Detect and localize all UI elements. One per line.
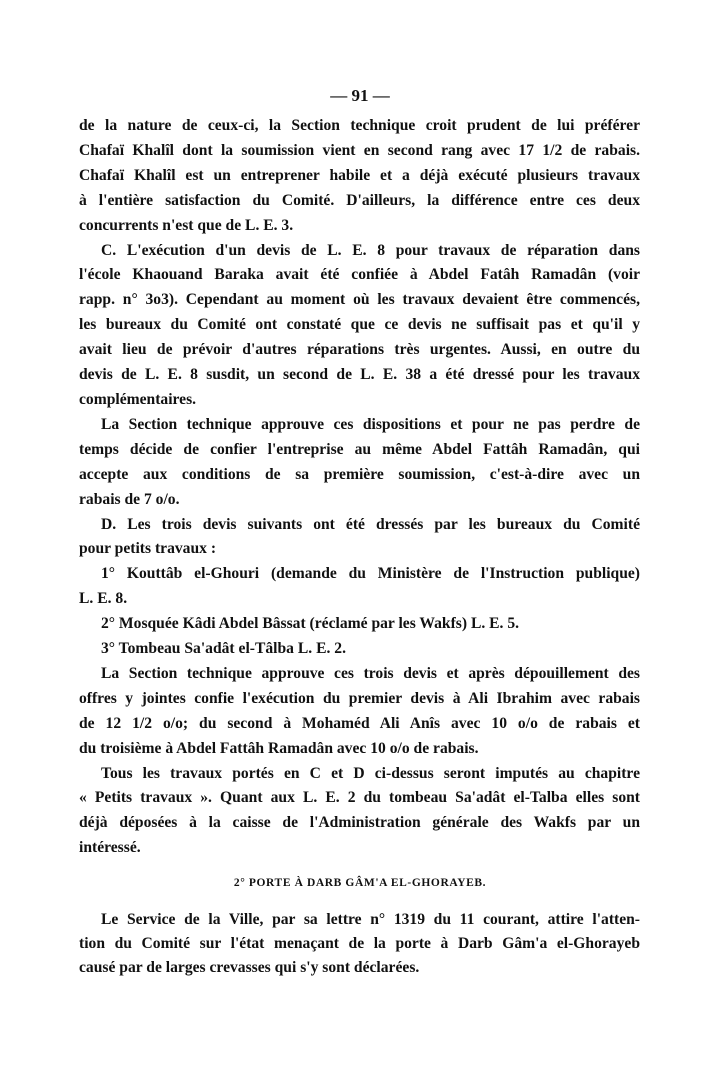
text-line: de 12 1/2 o/o; du second à Mohaméd Ali Anîs avec 10 o/o de rabais et [79,714,640,732]
text-line: rabais de 7 o/o. [79,490,180,508]
text-line: à l'entière satisfaction du Comité. D'ailleurs, la différence entre ces deux [79,191,640,209]
section-text [79,908,640,980]
text-line: devis de L. E. 8 susdit, un second de L. E. 38 a été dressé pour les travaux [79,366,640,384]
text-line: L. E. 8. [79,590,128,608]
text-line: temps décide de confier l'entreprise au même Abdel Fattâh Ramadân, qui [79,440,640,458]
text-line: intéressé. [79,839,141,857]
text-line: C. L'exécution d'un devis de L. E. 8 pour travaux de réparation dans [101,241,640,259]
text-line: Tous les travaux portés en C et D ci-dessus seront imputés au chapitre [101,764,640,782]
text-line: Le Service de la Ville, par sa lettre n° 1319 du 11 courant, attire l'atten- [101,911,640,928]
text-line: concurrents n'est que de L. E. 3. [79,216,294,234]
text-line: offres y jointes confie l'exécution du premier devis à Ali Ibrahim avec rabais [79,689,640,707]
text-line: « Petits travaux ». Quant aux L. E. 2 du tombeau Sa'adât el-Talba elles sont [79,789,640,807]
text-line: l'école Khaouand Baraka avait été confiée à Abdel Fatâh Ramadân (voir [79,266,640,284]
text-line: La Section technique approuve ces dispositions et pour ne pas perdre de [101,415,640,433]
text-line: déjà déposées à la caisse de l'Administration générale des Wakfs par un [79,814,640,832]
main-text [79,114,640,861]
text-line: causé par de larges crevasses qui s'y sont déclarées. [79,959,420,976]
text-line: accepte aux conditions de sa première soumission, c'est-à-dire avec un [79,465,640,483]
text-line: du troisième à Abdel Fattâh Ramadân avec 10 o/o de rabais. [79,739,479,757]
text-line: les bureaux du Comité ont constaté que ce devis ne suffisait pas et qu'il y [79,316,640,334]
text-line: Chafaï Khalîl est un entreprener habile et a déjà exécuté plusieurs travaux [79,166,640,184]
section-heading: 2° PORTE À DARB GÂM'A EL-GHORAYEB. [233,877,487,889]
text-line: rapp. n° 3o3). Cependant au moment où les travaux devaient être commencés, [79,291,640,309]
page-number: — 91 — [330,86,390,105]
text-line: La Section technique approuve ces trois devis et après dépouillement des [101,664,640,682]
text-line: pour petits travaux : [79,540,217,558]
text-line: Chafaï Khalîl dont la soumission vient en second rang avec 17 1/2 de rabais. [79,141,640,159]
text-line: tion du Comité sur l'état menaçant de la porte à Darb Gâm'a el-Ghorayeb [79,935,640,952]
text-line: 2° Mosquée Kâdi Abdel Bâssat (réclamé par les Wakfs) L. E. 5. [101,615,520,633]
text-line: 1° Kouttâb el-Ghouri (demande du Ministère de l'Instruction publique) [101,565,640,583]
text-line: complémentaires. [79,390,197,408]
text-line: de la nature de ceux-ci, la Section technique croit prudent de lui préférer [79,117,640,134]
text-line: avait lieu de prévoir d'autres réparations très urgentes. Aussi, en outre du [79,341,640,359]
text-line: D. Les trois devis suivants ont été dressés par les bureaux du Comité [101,515,640,533]
text-line: 3° Tombeau Sa'adât el-Tâlba L. E. 2. [101,640,346,658]
